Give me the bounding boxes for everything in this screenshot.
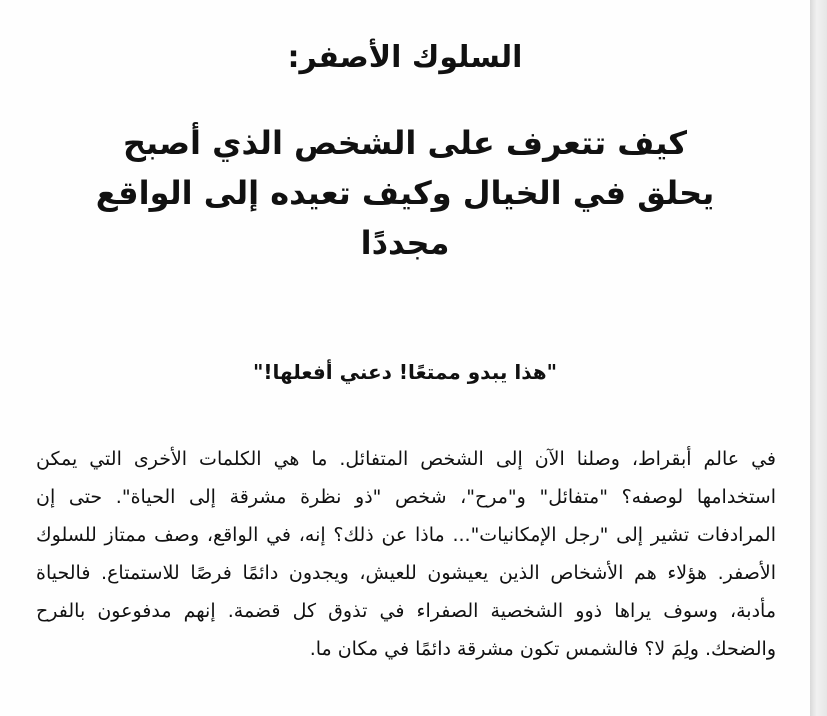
chapter-subtitle: كيف تتعرف على الشخص الذي أصبح يحلق في الخيال وكيف تعيده إلى الواقع مجددًا (95, 124, 715, 262)
page-edge (810, 0, 827, 716)
chapter-title: السلوك الأصفر: (287, 40, 523, 75)
body-paragraph: في عالم أبقراط، وصلنا الآن إلى الشخص المتفائل. ما هي الكلمات الأخرى التي يمكن استخدامها لوصفه؟ "متفائل" و"مرح"، شخص "ذو نظرة مشرقة إلى الحياة". حتى إن المرادفات تشير إلى "رجل الإمكانيات"... ماذا عن ذلك؟ إنه، في الواقع، وصف ممتاز للسلوك الأصفر. هؤلاء هم الأشخاص الذين يعيشون للعيش، ويجدون دائمًا فرصًا للاستمتاع. فالحياة مأدبة، وسوف يراها ذوو الشخصية الصفراء في تذوق كل قضمة. إنهم مدفوعون بالفرح والضحك. ولِمَ لا؟ فالشمس تكون مشرقة دائمًا في مكان ما. (36, 448, 776, 660)
epigraph-quote: "هذا يبدو ممتعًا! دعني أفعلها!" (252, 360, 558, 384)
